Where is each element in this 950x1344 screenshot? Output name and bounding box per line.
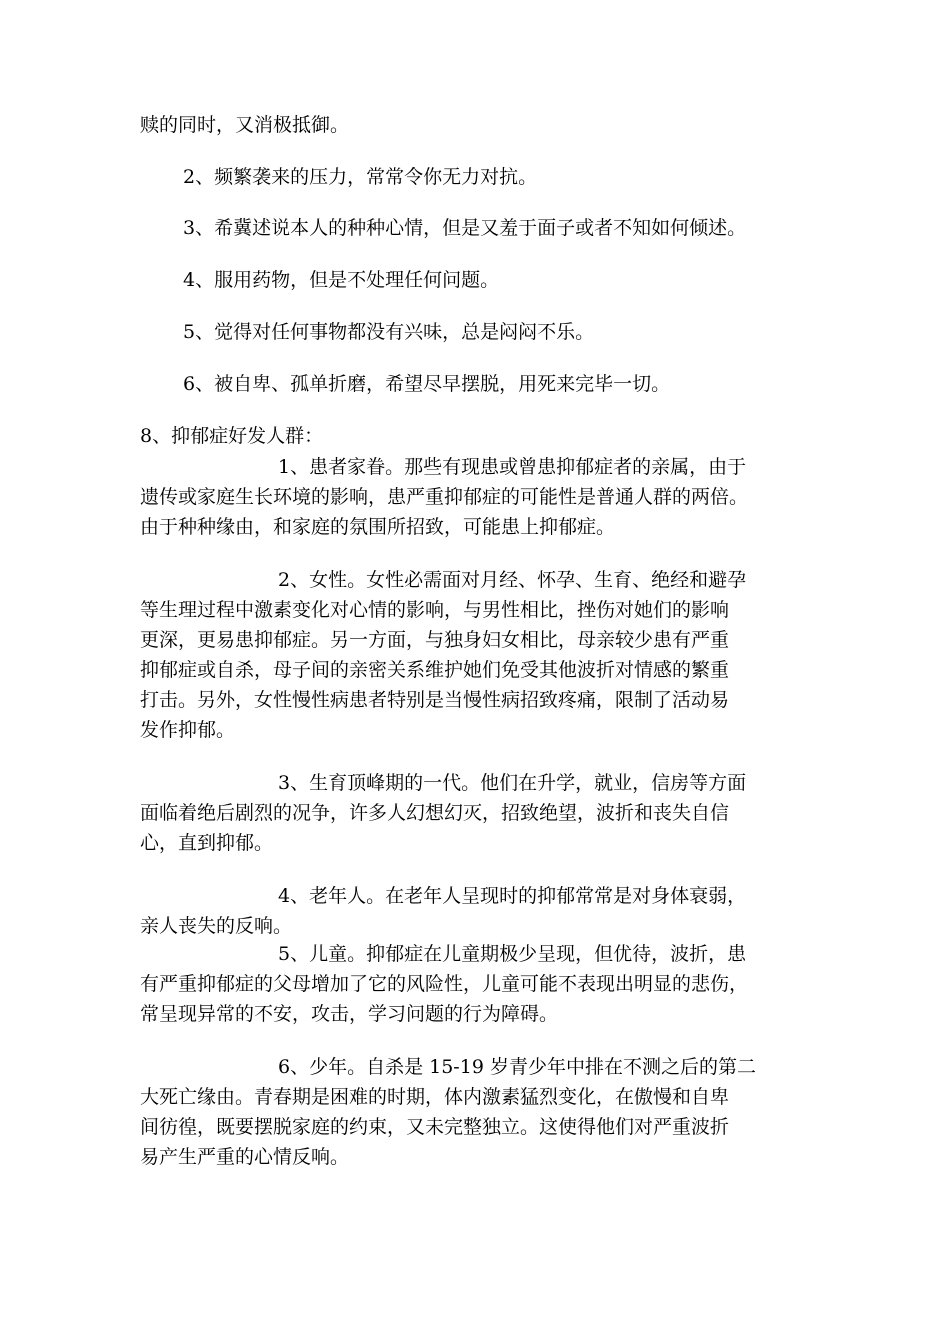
group-2-line-6: 发作抑郁。 — [140, 719, 236, 741]
group-6-line-2: 大死亡缘由。青春期是困难的时期，体内激素猛烈变化，在傲慢和自卑 — [140, 1086, 730, 1108]
section-heading: 8、抑郁症好发人群： — [140, 425, 324, 447]
group-2-line-2: 等生理过程中激素变化对心情的影响，与男性相比，挫伤对她们的影响 — [140, 599, 730, 621]
group-6-line-3: 间彷徨，既要摆脱家庭的约束，又未完整独立。这使得他们对严重波折 — [140, 1116, 730, 1138]
intro-tail-line: 赎的同时，又消极抵御。 — [140, 114, 350, 136]
group-5-line-1: 5、儿童。抑郁症在儿童期极少呈现，但优待，波折，患 — [278, 943, 747, 965]
group-4-line-1: 4、老年人。在老年人呈现时的抑郁常常是对身体衰弱， — [278, 885, 747, 907]
group-5-line-2: 有严重抑郁症的父母增加了它的风险性，儿童可能不表现出明显的悲伤， — [140, 973, 749, 995]
group-3-line-2: 面临着绝后剧烈的况争，许多人幻想幻灭，招致绝望，波折和丧失自信 — [140, 802, 730, 824]
group-2-line-3: 更深，更易患抑郁症。另一方面，与独身妇女相比，母亲较少患有严重 — [140, 629, 730, 651]
group-4-line-2: 亲人丧失的反响。 — [140, 915, 293, 937]
sign-item-2: 2、频繁袭来的压力，常常令你无力对抗。 — [183, 166, 538, 188]
group-3-line-3: 心，直到抑郁。 — [140, 832, 274, 854]
group-2-line-4: 抑郁症或自杀，母子间的亲密关系维护她们免受其他波折对情感的繁重 — [140, 659, 730, 681]
group-5-line-3: 常呈现异常的不安，攻击，学习问题的行为障碍。 — [140, 1003, 559, 1025]
group-6-line-4: 易产生严重的心情反响。 — [140, 1146, 350, 1168]
sign-item-4: 4、服用药物，但是不处理任何问题。 — [183, 269, 500, 291]
sign-item-3: 3、希冀述说本人的种种心情，但是又羞于面子或者不知如何倾述。 — [183, 217, 747, 239]
group-1-line-2: 遗传或家庭生长环境的影响，患严重抑郁症的可能性是普通人群的两倍。 — [140, 486, 749, 508]
sign-item-5: 5、觉得对任何事物都没有兴味，总是闷闷不乐。 — [183, 321, 595, 343]
group-1-line-1: 1、患者家眷。那些有现患或曾患抑郁症者的亲属，由于 — [278, 456, 747, 478]
group-2-line-1: 2、女性。女性必需面对月经、怀孕、生育、绝经和避孕 — [278, 569, 747, 591]
sign-item-6: 6、被自卑、孤单折磨，希望尽早摆脱，用死来完毕一切。 — [183, 373, 671, 395]
group-3-line-1: 3、生育顶峰期的一代。他们在升学，就业，信房等方面 — [278, 772, 747, 794]
group-6-line-1: 6、少年。自杀是 15-19 岁青少年中排在不测之后的第二 — [278, 1056, 756, 1078]
group-1-line-3: 由于种种缘由，和家庭的氛围所招致，可能患上抑郁症。 — [140, 516, 616, 538]
group-2-line-5: 打击。另外，女性慢性病患者特别是当慢性病招致疼痛，限制了活动易 — [140, 689, 730, 711]
